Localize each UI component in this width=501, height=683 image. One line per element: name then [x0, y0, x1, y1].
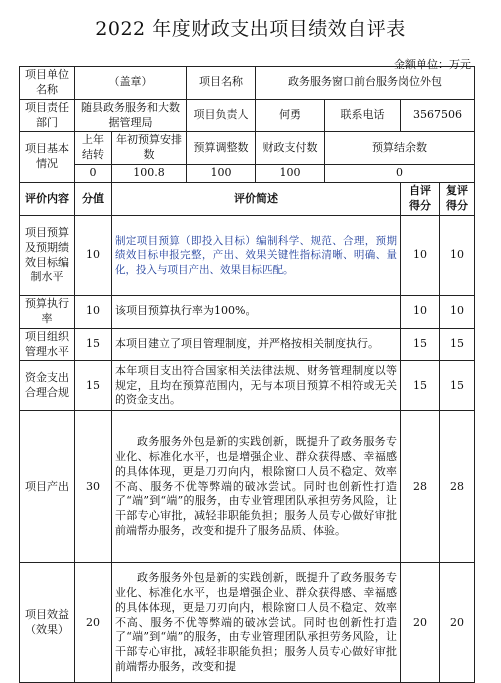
table-row: [20, 563, 475, 683]
row-score: 20: [75, 563, 112, 683]
row-self-score: 10: [401, 216, 440, 296]
phone-value: 3567506: [401, 99, 475, 132]
row-desc: 政务服务外包是新的实践创新，既提升了政务服务专业化、标准化水平，也是增强企业、群众获得感、幸福感的具体体现，更是刀刃向内，根除窗口人员不稳定、效率不高、服务不优等弊端的破冰尝试。同时也创新性打造了“端”到“端”的服务，由专业管理团队承担劳务风险，让干部专心审批，减轻非职能负担；服务人员专心做好审批前端帮办服务，改变和提升了服务品质、体验。: [112, 411, 401, 563]
review-score-header: 复评得分: [440, 183, 475, 216]
self-score-header: 自评得分: [401, 183, 440, 216]
fiscal-paid-header: 财政支付数: [256, 132, 325, 165]
leader-label: 项目负责人: [187, 99, 256, 132]
budget-balance-header: 预算结余数: [325, 132, 475, 165]
initial-budget-header: 年初预算安排数: [112, 132, 187, 165]
score-header: 分值: [75, 183, 112, 216]
self-evaluation-table: [19, 66, 475, 683]
unit-name-label: 项目单位名称: [20, 67, 75, 100]
row-score: 30: [75, 411, 112, 563]
row-content: 项目组织管理水平: [20, 328, 75, 361]
budget-balance-value: 0: [325, 165, 475, 183]
project-name-value: 政务服务窗口前台服务岗位外包: [256, 67, 475, 100]
amount-unit: 金额单位：万元: [394, 58, 471, 71]
row-content: 项目产出: [20, 411, 75, 563]
initial-budget-value: 100.8: [112, 165, 187, 183]
row-review-score: 15: [440, 361, 475, 411]
info-row-basic-headers: [20, 132, 475, 165]
table-row: [20, 296, 475, 329]
info-row-unit: [20, 67, 475, 100]
row-self-score: 15: [401, 361, 440, 411]
row-content: 项目效益（效果）: [20, 563, 75, 683]
row-score: 10: [75, 216, 112, 296]
last-balance-header: 上年结转: [75, 132, 112, 165]
info-row-basic-values: [20, 165, 475, 183]
page-title: 2022 年度财政支出项目绩效自评表: [95, 18, 406, 40]
row-score: 15: [75, 328, 112, 361]
row-self-score: 20: [401, 563, 440, 683]
budget-adjust-header: 预算调整数: [187, 132, 256, 165]
basic-info-label: 项目基本情况: [20, 132, 75, 183]
row-review-score: 28: [440, 411, 475, 563]
row-review-score: 15: [440, 328, 475, 361]
table-row: [20, 328, 475, 361]
dept-value: 随县政务服务和大数据管理局: [75, 99, 187, 132]
row-desc: 政务服务外包是新的实践创新，既提升了政务服务专业化、标准化水平，也是增强企业、群众获得感、幸福感的具体体现，更是刀刃向内，根除窗口人员不稳定、效率不高、服务不优等弊端的破冰尝试。同时也创新性打造了“端”到“端”的服务，由专业管理团队承担劳务风险，让干部专心审批，减轻非职能负担；服务人员专心做好审批前端帮办服务，改变和提: [112, 563, 401, 683]
table-row: [20, 361, 475, 411]
row-review-score: 10: [440, 296, 475, 329]
row-self-score: 10: [401, 296, 440, 329]
seal-cell: （盖章）: [75, 67, 187, 100]
info-row-dept: [20, 99, 475, 132]
row-content: 预算执行率: [20, 296, 75, 329]
row-desc: 本项目建立了项目管理制度，并严格按相关制度执行。: [112, 328, 401, 361]
content-header: 评价内容: [20, 183, 75, 216]
dept-label: 项目责任部门: [20, 99, 75, 132]
row-score: 10: [75, 296, 112, 329]
row-review-score: 20: [440, 563, 475, 683]
last-balance-value: 0: [75, 165, 112, 183]
row-content: 项目预算及预期绩效目标编制水平: [20, 216, 75, 296]
table-row: [20, 411, 475, 563]
row-self-score: 15: [401, 328, 440, 361]
row-score: 15: [75, 361, 112, 411]
row-desc: 本年项目支出符合国家相关法律法规、财务管理制度以等规定，且均在预算范围内，无与本项目预算不相符或无关的资金支出。: [112, 361, 401, 411]
leader-value: 何勇: [256, 99, 325, 132]
budget-adjust-value: 100: [187, 165, 256, 183]
row-desc: 制定项目预算（即投入目标）编制科学、规范、合理，预期绩效目标申报完整，产出、效果关键性指标清晰、明确、量化，投入与项目产出、效果目标匹配。: [112, 216, 401, 296]
row-desc: 该项目预算执行率为100%。: [112, 296, 401, 329]
phone-label: 联系电话: [325, 99, 401, 132]
row-review-score: 10: [440, 216, 475, 296]
desc-header: 评价简述: [112, 183, 401, 216]
project-name-label: 项目名称: [187, 67, 256, 100]
row-content: 资金支出合理合规: [20, 361, 75, 411]
row-self-score: 28: [401, 411, 440, 563]
table-row: [20, 216, 475, 296]
evaluation-header-row: [20, 183, 475, 216]
fiscal-paid-value: 100: [256, 165, 325, 183]
